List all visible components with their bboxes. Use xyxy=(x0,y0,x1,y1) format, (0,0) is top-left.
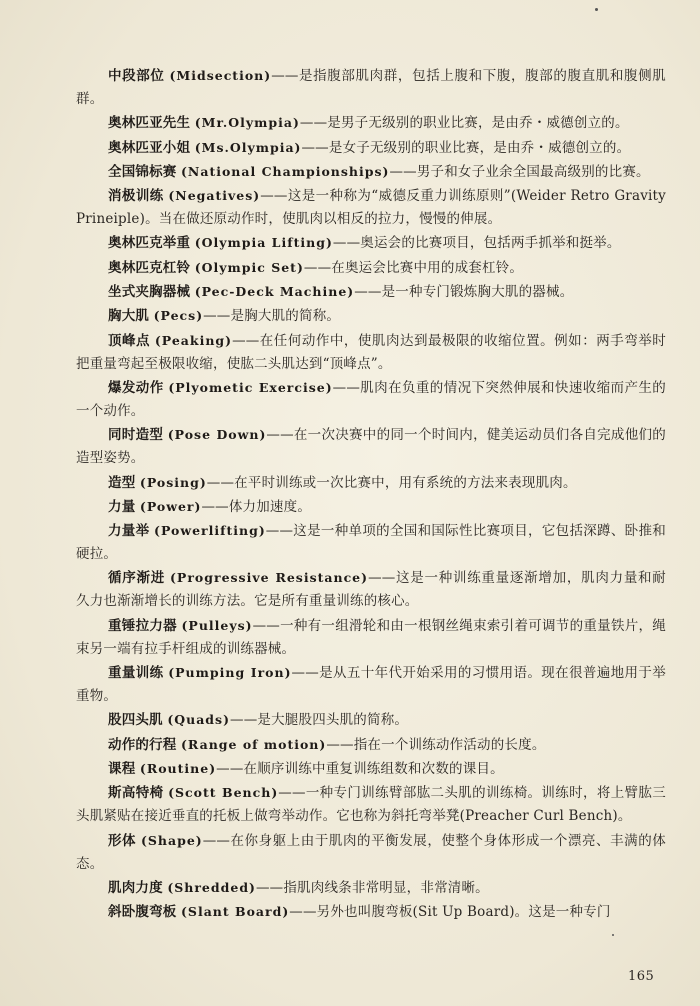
entry-term: 奥林匹克举重 xyxy=(108,235,191,252)
entry-english-term: (Pumping Iron) xyxy=(168,665,292,681)
entry-definition: ——奥运会的比赛项目，包括两手抓举和挺举。 xyxy=(332,235,621,252)
entry-definition: ——在你身躯上由于肌肉的平衡发展，使整个身体形成一个漂亮、丰满的体态。 xyxy=(76,832,666,872)
entry-english-term: (Plyometic Exercise) xyxy=(168,379,333,395)
glossary-entry xyxy=(76,781,666,828)
entry-term: 斯高特椅 xyxy=(108,785,164,802)
entry-term: 重量训练 xyxy=(108,665,164,682)
glossary-entry xyxy=(76,614,666,661)
entry-term: 股四头肌 xyxy=(108,712,163,729)
entry-definition: ——一种有一组滑轮和由一根钢丝绳束索引着可调节的重量铁片，绳束另一端有拉手杆组成的训练器械。 xyxy=(76,617,666,657)
entry-english-term: (Pecs) xyxy=(153,308,204,324)
page-number: 165 xyxy=(628,969,655,984)
entry-english-term: (National Championships) xyxy=(181,163,390,179)
entry-definition: ——指肌肉线条非常明显，非常清晰。 xyxy=(255,879,489,896)
entry-definition: ——是女子无级别的职业比赛，是由乔・威德创立的。 xyxy=(301,139,631,156)
glossary-entry xyxy=(76,280,666,304)
glossary-entry xyxy=(76,757,666,781)
entry-definition: ——指在一个训练动作活动的长度。 xyxy=(326,736,546,753)
entry-term: 坐式夹胸器械 xyxy=(108,284,191,301)
glossary-entry xyxy=(76,829,666,876)
entry-english-term: (Peaking) xyxy=(154,332,233,348)
glossary-entry xyxy=(76,471,666,495)
entry-term: 中段部位 xyxy=(108,68,165,84)
entry-term: 肌肉力度 xyxy=(108,879,163,896)
entry-definition: ——另外也叫腹弯板(Sit Up Board)。这是一种专门 xyxy=(289,904,611,921)
glossary-entry xyxy=(76,136,666,160)
entry-term: 奥林匹亚先生 xyxy=(108,115,191,132)
entry-term: 循序渐进 xyxy=(108,570,165,587)
entry-term: 力量 xyxy=(108,498,136,515)
entry-definition: ——是一种专门锻炼胸大肌的器械。 xyxy=(354,284,574,301)
entry-english-term: (Negatives) xyxy=(168,188,261,204)
glossary-entry xyxy=(76,708,666,732)
entry-term: 同时造型 xyxy=(108,427,164,444)
glossary-entry xyxy=(76,733,666,757)
glossary-entry xyxy=(76,661,666,708)
glossary-entry xyxy=(76,900,666,924)
entry-english-term: (Olympia Lifting) xyxy=(194,235,333,251)
entry-definition: ——是大腿股四头肌的简称。 xyxy=(230,712,409,729)
entry-term: 顶峰点 xyxy=(108,332,151,349)
entry-english-term: (Olympic Set) xyxy=(194,259,304,275)
entry-term: 课程 xyxy=(108,760,136,777)
entry-term: 重锤拉力器 xyxy=(108,617,177,634)
glossary-list xyxy=(76,64,666,924)
entry-definition: ——这是一种称为“威德反重力训练原则”(Weider Retro Gravity Prineiple)。当在做还原动作时，使肌肉以相反的拉力，慢慢的伸展。 xyxy=(76,188,666,228)
entry-english-term: (Ms.Olympia) xyxy=(194,139,302,155)
entry-english-term: (Range of motion) xyxy=(181,736,327,752)
entry-term: 奥林匹克杠铃 xyxy=(108,259,191,276)
entry-english-term: (Progressive Resistance) xyxy=(170,570,369,586)
entry-english-term: (Shape) xyxy=(140,832,203,848)
entry-definition: ——在奥运会比赛中用的成套杠铃。 xyxy=(303,259,524,276)
entry-term: 消极训练 xyxy=(108,188,164,205)
entry-english-term: (Pulleys) xyxy=(181,617,253,633)
glossary-entry xyxy=(76,423,666,470)
entry-english-term: (Quads) xyxy=(167,712,230,728)
entry-definition: ——体力加速度。 xyxy=(201,498,312,515)
entry-term: 动作的行程 xyxy=(108,736,177,753)
glossary-entry xyxy=(76,495,666,519)
entry-definition: ——在任何动作中，使肌肉达到最极限的收缩位置。例如：两手弯举时把重量弯起至极限收缩，使肱二头肌达到“顶峰点”。 xyxy=(76,332,666,372)
glossary-entry xyxy=(76,376,666,423)
entry-definition: ——这是一种单项的全国和国际性比赛项目，它包括深蹲、卧推和硬拉。 xyxy=(76,523,666,563)
glossary-entry xyxy=(76,876,666,900)
entry-english-term: (Pose Down) xyxy=(167,427,267,443)
entry-definition: ——在平时训练或一次比赛中，用有系统的方法来表现肌肉。 xyxy=(206,474,577,491)
entry-term: 形体 xyxy=(108,832,137,849)
glossary-entry xyxy=(76,64,666,111)
entry-definition: ——在顺序训练中重复训练组数和次数的课目。 xyxy=(216,760,504,777)
entry-term: 斜卧腹弯板 xyxy=(108,904,177,921)
entry-english-term: (Slant Board) xyxy=(181,904,290,920)
entry-definition: ——在一次决赛中的同一个时间内，健美运动员们各自完成他们的造型姿势。 xyxy=(76,427,666,467)
entry-english-term: (Shredded) xyxy=(167,879,256,895)
entry-term: 力量举 xyxy=(108,523,150,540)
entry-english-term: (Pec-Deck Machine) xyxy=(194,284,355,300)
entry-english-term: (Powerlifting) xyxy=(154,523,266,539)
entry-english-term: (Routine) xyxy=(139,760,217,776)
glossary-entry xyxy=(76,256,666,280)
entry-term: 奥林匹亚小姐 xyxy=(108,139,191,156)
entry-definition: ——是指腹部肌肉群，包括上腹和下腹，腹部的腹直肌和腹侧肌群。 xyxy=(76,68,666,107)
entry-definition: ——男子和女子业余全国最高级别的比赛。 xyxy=(389,163,650,180)
entry-term: 造型 xyxy=(108,474,136,491)
entry-english-term: (Scott Bench) xyxy=(168,785,279,801)
glossary-entry xyxy=(76,111,666,135)
entry-definition: ——是从五十年代开始采用的习惯用语。现在很普遍地用于举重物。 xyxy=(76,665,666,705)
ink-speck xyxy=(595,8,598,11)
glossary-entry xyxy=(76,231,666,255)
ink-speck xyxy=(612,934,614,936)
entry-definition: ——是男子无级别的职业比赛，是由乔・威德创立的。 xyxy=(299,115,629,132)
entry-term: 爆发动作 xyxy=(108,379,164,396)
glossary-entry xyxy=(76,304,666,328)
glossary-entry xyxy=(76,566,666,613)
entry-definition: ——一种专门训练臂部肱二头肌的训练椅。训练时，将上臂肱三头肌紧贴在接近垂直的托板上做弯举动作。它也称为斜托弯举凳(Preacher Curl Bench)。 xyxy=(76,785,666,825)
glossary-entry xyxy=(76,329,666,376)
entry-english-term: (Midsection) xyxy=(169,68,272,83)
entry-english-term: (Posing) xyxy=(139,474,207,490)
entry-definition: ——是胸大肌的简称。 xyxy=(203,308,341,325)
entry-english-term: (Mr.Olympia) xyxy=(194,115,300,131)
entry-english-term: (Power) xyxy=(139,498,202,514)
entry-term: 全国锦标赛 xyxy=(108,163,177,180)
glossary-entry xyxy=(76,519,666,566)
glossary-entry xyxy=(76,184,666,231)
entry-term: 胸大肌 xyxy=(108,308,150,325)
entry-definition: ——肌肉在负重的情况下突然伸展和快速收缩而产生的一个动作。 xyxy=(76,379,666,419)
glossary-entry xyxy=(76,160,666,184)
entry-definition: ——这是一种训练重量逐渐增加，肌肉力量和耐久力也渐渐增长的训练方法。它是所有重量训练的核心。 xyxy=(76,570,666,610)
